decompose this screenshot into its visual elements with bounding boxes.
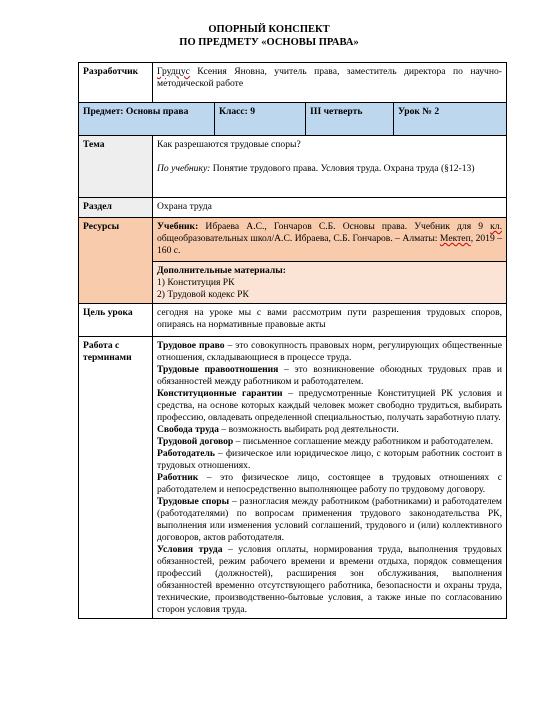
quarter-cell: III четверть [306, 103, 394, 136]
term-item: Работник – это физическое лицо, состоящее в трудовых отношениях с работодателем и непосредственно выполняющее работу по трудовому договору. [157, 472, 502, 495]
document-title [0, 0, 538, 49]
grade-cell: Класс: 9 [215, 103, 306, 136]
subject-cell: Предмет: Основы права [79, 103, 215, 136]
title-line-2: ПО ПРЕДМЕТУ «ОСНОВЫ ПРАВА» [179, 37, 359, 48]
resources-textbook: Учебник: Ибраева А.С., Гончаров С.Б. Основы права. Учебник для 9 кл. общеобразовательных школ/А.С. Ибраева, С.Б. Гончаров. – Алматы: Мектеп, 2019 – 160 с. [153, 218, 507, 262]
resources-extra [153, 262, 507, 304]
textbook-chapters: Понятие трудового права. Условия труда. Охрана труда (§12-13) [210, 163, 475, 174]
textbook-prefix: По учебнику: [157, 163, 211, 174]
lesson-number-cell: Урок № 2 [394, 103, 507, 136]
developer-value [153, 63, 507, 103]
topic-question: Как разрешаются трудовые споры? [157, 139, 301, 150]
goal-row [79, 304, 507, 337]
topic-value [153, 136, 507, 198]
terms-label: Работа с терминами [79, 337, 153, 619]
section-value: Охрана труда [153, 198, 507, 218]
developer-label: Разработчик [79, 63, 153, 103]
term-item: Трудовой договор – письменное соглашение между работником и работодателем. [157, 436, 493, 447]
title-line-1: ОПОРНЫЙ КОНСПЕКТ [208, 24, 330, 35]
extra-item: 2) Трудовой кодекс РК [157, 289, 249, 300]
term-item: Свобода труда – возможность выбирать род деятельности. [157, 424, 399, 435]
extra-item: 1) Конституция РК [157, 277, 235, 288]
term-item: Конституционные гарантии – предусмотренные Конституцией РК условия и средства, на основе которых каждый человек может свободно трудиться, выбирать профессию, овладевать определенной специальностью, получать заработную плату. [157, 388, 502, 423]
developer-row [79, 63, 507, 103]
terms-list [153, 337, 507, 619]
section-row [79, 198, 507, 218]
terms-row [79, 337, 507, 619]
resources-row-textbook [79, 218, 507, 262]
extra-materials-label: Дополнительные материалы: [157, 265, 286, 276]
term-item: Трудовое право – это совокупность правовых норм, регулирующих общественные отношения, складывающиеся в процессе труда. [157, 340, 502, 363]
developer-surname: Грудцус [157, 66, 190, 77]
goal-value: сегодня на уроке мы с вами рассмотрим пути разрешения трудовых споров, опираясь на нормативные правовые акты [153, 304, 507, 337]
resources-label: Ресурсы [79, 218, 153, 304]
term-item: Трудовые споры – разногласия между работником (работниками) и работодателем (работодателями) по вопросам применения трудового законодательства РК, выполнения или изменения условий соглашений, трудового и (или) коллективного договоров, актов работодателя. [157, 496, 502, 543]
topic-row [79, 136, 507, 198]
topic-label: Тема [79, 136, 153, 198]
textbook-label: Учебник: [157, 221, 199, 232]
lesson-summary-table [78, 62, 507, 619]
term-item: Трудовые правоотношения – это возникновение обоюдных трудовых прав и обязанностей между работником и работодателем. [157, 364, 503, 387]
developer-details: Ксения Яновна, учитель права, заместитель директора по научно-методической работе [157, 66, 502, 89]
section-label: Раздел [79, 198, 153, 218]
goal-label: Цель урока [79, 304, 153, 337]
term-item: Условия труда – условия оплаты, нормирования труда, выполнения трудовых обязанностей, режим рабочего времени и времени отдыха, порядок совмещения профессий (должностей), расширения зон обслуживания, выполнения обязанностей временно отсутствующего работника, безопасности и охраны труда, технические, производственно-бытовые условия, а также иные по согласованию сторон условия труда. [157, 544, 503, 615]
subject-header-row [79, 103, 507, 136]
term-item: Работодатель – физическое или юридическое лицо, с которым работник состоит в трудовых отношениях. [157, 448, 502, 471]
